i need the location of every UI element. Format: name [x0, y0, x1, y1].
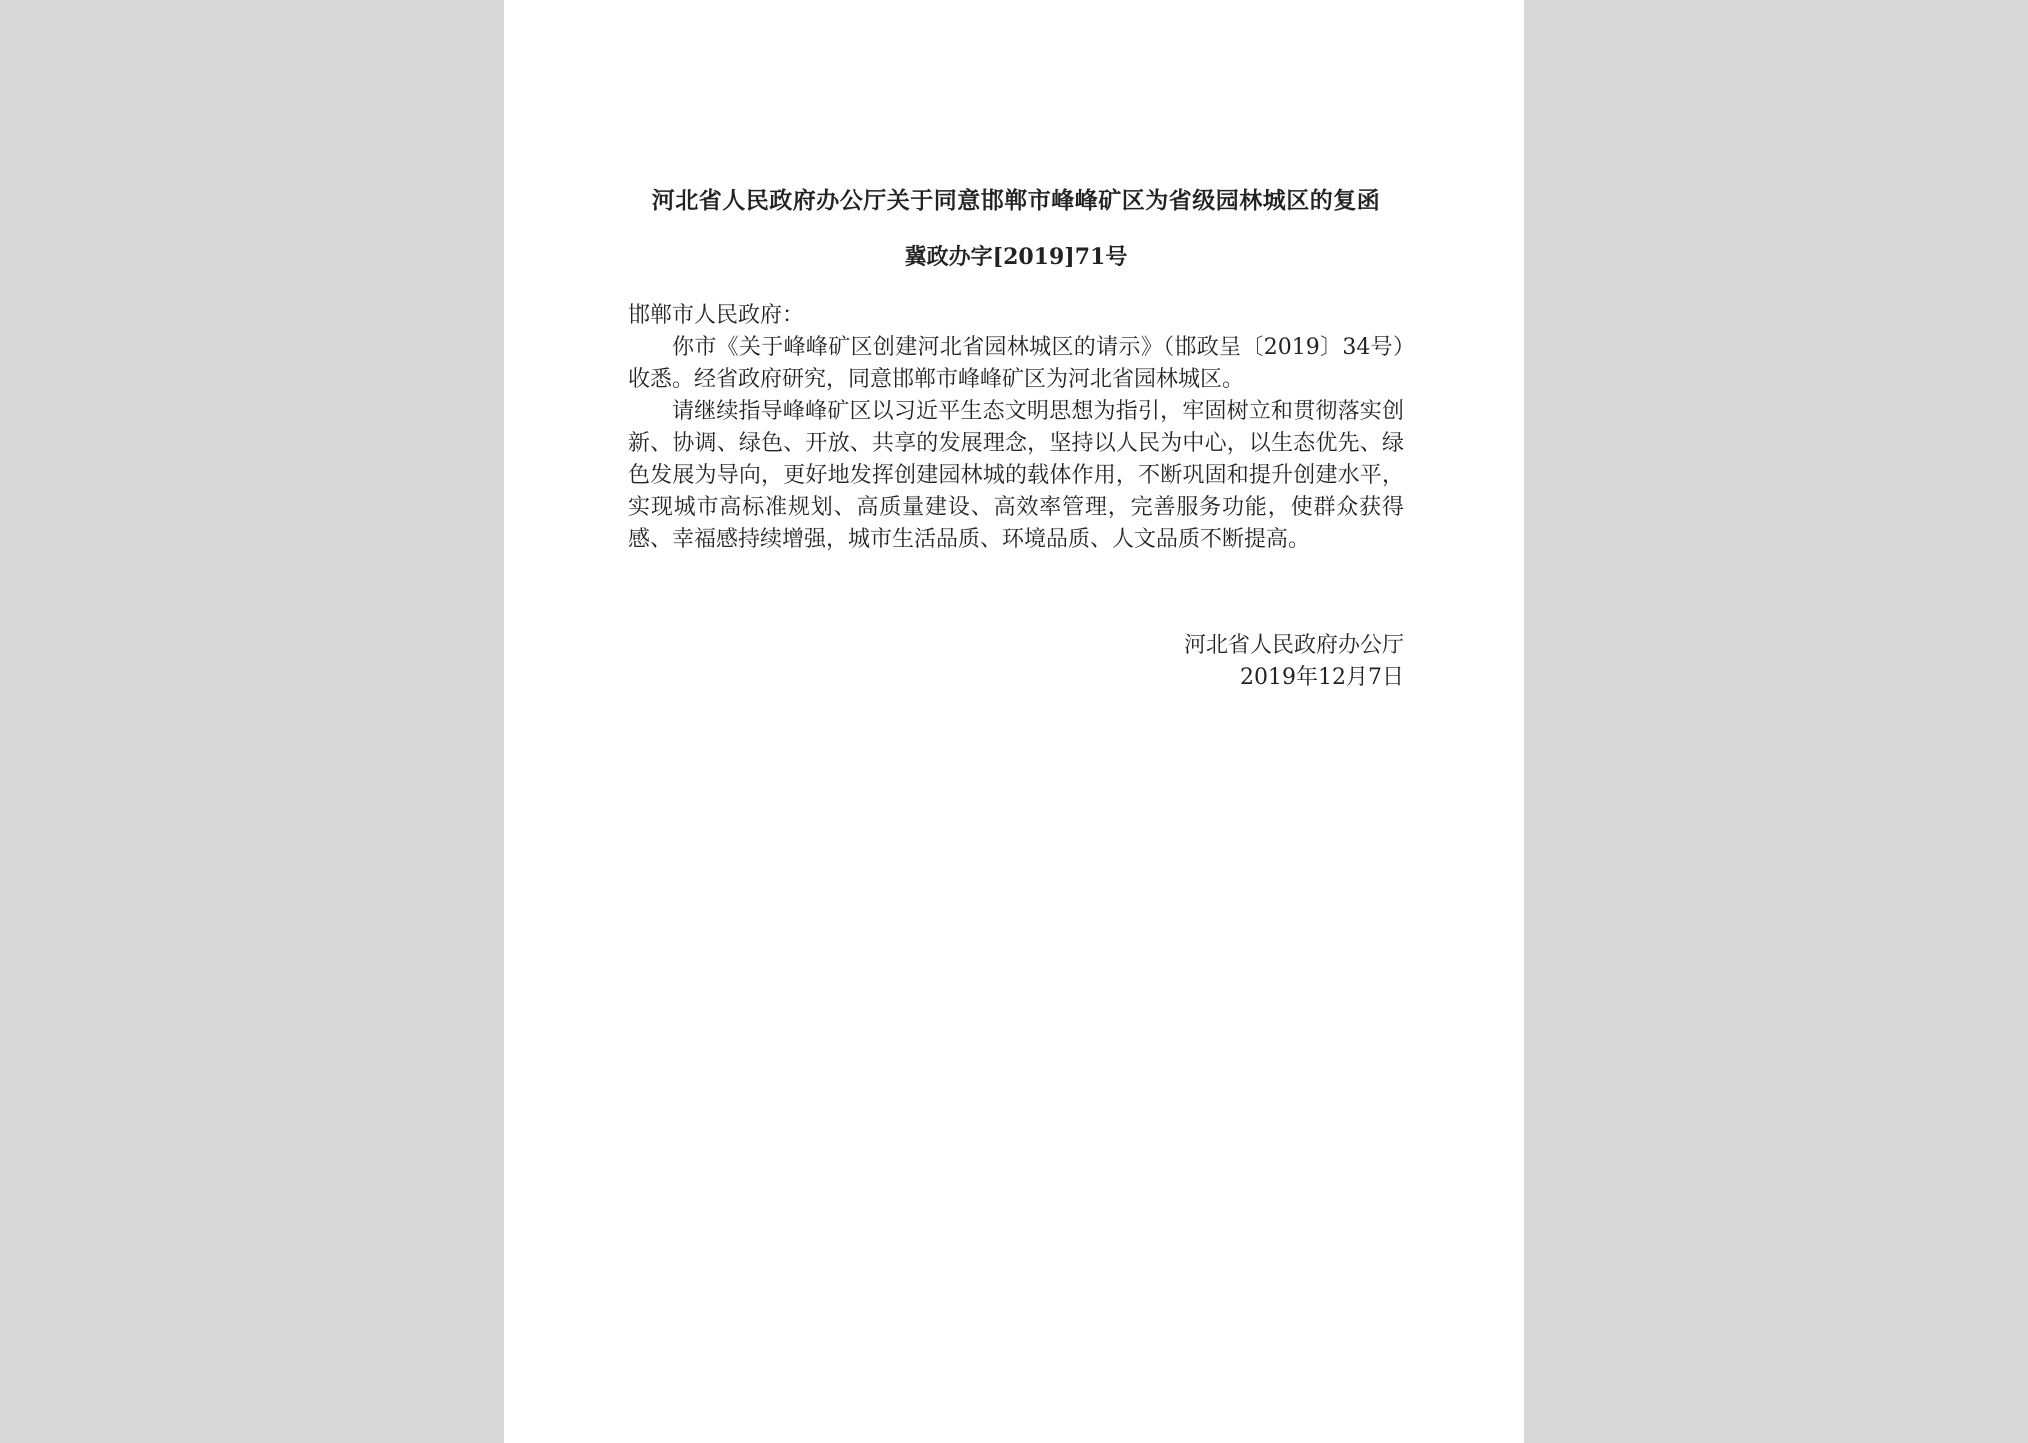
document-number: 冀政办字[2019]71号 — [904, 244, 1128, 270]
document-page — [504, 0, 1524, 1443]
body-paragraph-1: 你市《关于峰峰矿区创建河北省园林城区的请示》（邯政呈〔2019〕34号）收悉。经省政府研究，同意邯郸市峰峰矿区为河北省园林城区。 — [628, 335, 1404, 392]
signature-block — [1184, 630, 1404, 694]
salutation: 邯郸市人民政府： — [628, 303, 805, 328]
document-body — [628, 180, 1404, 690]
document-title: 河北省人民政府办公厅关于同意邯郸市峰峰矿区为省级园林城区的复函 — [651, 187, 1381, 214]
issuer-name: 河北省人民政府办公厅 — [1183, 633, 1404, 658]
body-paragraph-2: 请继续指导峰峰矿区以习近平生态文明思想为指引，牢固树立和贯彻落实创新、协调、绿色、开放、共享的发展理念，坚持以人民为中心，以生态优先、绿色发展为导向，更好地发挥创建园林城的载体作用，不断巩固和提升创建水平，实现城市高标准规划、高质量建设、高效率管理，完善服务功能，使群众获得感、幸福感持续增强，城市生活品质、环境品质、人文品质不断提高。 — [628, 399, 1404, 552]
issue-date: 2019年12月7日 — [1240, 665, 1404, 690]
